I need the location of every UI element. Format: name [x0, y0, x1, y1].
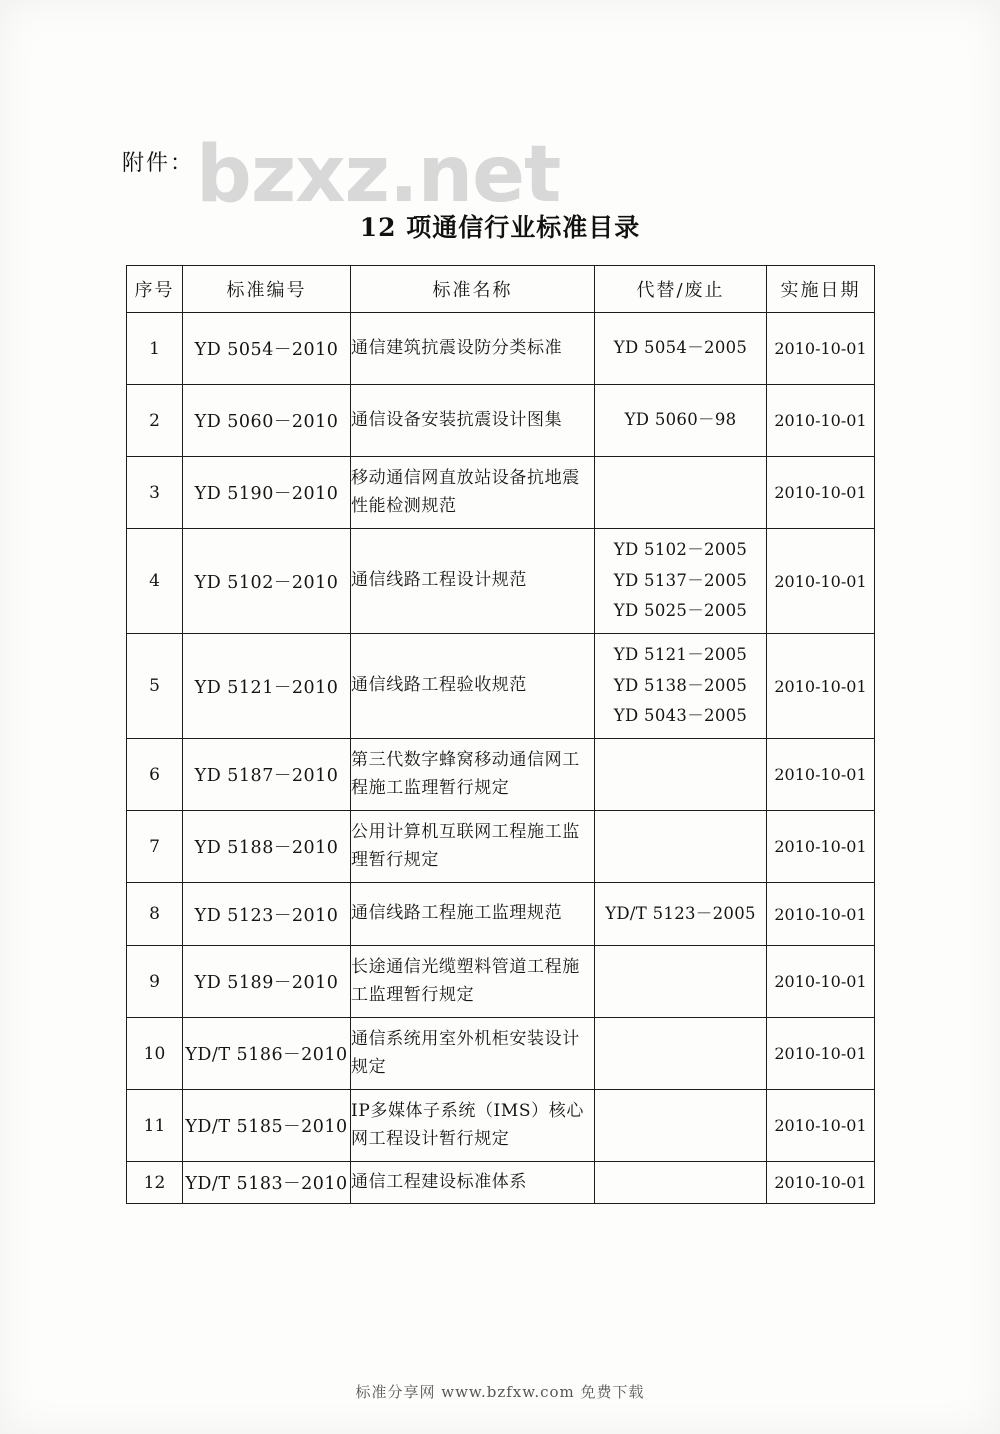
- replaced-standard-entry: YD 5121－2005: [613, 645, 748, 665]
- replaced-standard-entry: YD 5137－2005: [613, 570, 748, 590]
- cell-effective-date: 2010-10-01: [767, 1018, 875, 1090]
- cell-effective-date: 2010-10-01: [767, 313, 875, 385]
- replaced-standard-entry: YD 5043－2005: [613, 706, 748, 726]
- replaced-standard-entry: YD/T 5123－2005: [605, 903, 756, 923]
- column-header-name: 标准名称: [351, 266, 595, 313]
- cell-standard-code: YD/T 5183－2010: [183, 1162, 351, 1204]
- cell-standard-code: YD 5060－2010: [183, 385, 351, 457]
- cell-standard-name: 通信工程建设标准体系: [351, 1162, 595, 1204]
- standards-table-wrapper: [126, 265, 874, 1204]
- table-row: [127, 1090, 875, 1162]
- table-row: [127, 739, 875, 811]
- column-header-replace: 代替/废止: [595, 266, 767, 313]
- standards-table-body: [127, 313, 875, 1204]
- cell-replaced-standards: [595, 529, 767, 634]
- table-row: [127, 1162, 875, 1204]
- table-row: [127, 634, 875, 739]
- cell-standard-code: YD 5121－2010: [183, 634, 351, 739]
- cell-no: 7: [127, 811, 183, 883]
- cell-no: 3: [127, 457, 183, 529]
- replaced-standard-entry: YD 5054－2005: [613, 338, 748, 358]
- table-row: [127, 1018, 875, 1090]
- cell-replaced-standards: [595, 946, 767, 1018]
- table-row: [127, 946, 875, 1018]
- cell-standard-name: 通信建筑抗震设防分类标准: [351, 313, 595, 385]
- attachment-label: 附件：: [122, 151, 195, 176]
- cell-no: 9: [127, 946, 183, 1018]
- cell-no: 12: [127, 1162, 183, 1204]
- cell-standard-code: YD 5190－2010: [183, 457, 351, 529]
- table-row: [127, 811, 875, 883]
- cell-effective-date: 2010-10-01: [767, 634, 875, 739]
- cell-standard-name: 通信设备安装抗震设计图集: [351, 385, 595, 457]
- cell-no: 4: [127, 529, 183, 634]
- cell-standard-code: YD 5123－2010: [183, 883, 351, 946]
- cell-standard-name: 移动通信网直放站设备抗地震性能检测规范: [351, 457, 595, 529]
- cell-no: 6: [127, 739, 183, 811]
- cell-no: 1: [127, 313, 183, 385]
- cell-standard-name: 长途通信光缆塑料管道工程施工监理暂行规定: [351, 946, 595, 1018]
- cell-standard-code: YD/T 5185－2010: [183, 1090, 351, 1162]
- cell-standard-name: 公用计算机互联网工程施工监理暂行规定: [351, 811, 595, 883]
- cell-no: 11: [127, 1090, 183, 1162]
- cell-effective-date: 2010-10-01: [767, 385, 875, 457]
- cell-replaced-standards: [595, 1018, 767, 1090]
- cell-replaced-standards: [595, 457, 767, 529]
- cell-effective-date: 2010-10-01: [767, 1162, 875, 1204]
- cell-standard-code: YD 5054－2010: [183, 313, 351, 385]
- cell-standard-name: 通信系统用室外机柜安装设计规定: [351, 1018, 595, 1090]
- cell-replaced-standards: [595, 385, 767, 457]
- cell-no: 10: [127, 1018, 183, 1090]
- cell-effective-date: 2010-10-01: [767, 529, 875, 634]
- cell-standard-code: YD 5189－2010: [183, 946, 351, 1018]
- cell-standard-code: YD/T 5186－2010: [183, 1018, 351, 1090]
- cell-effective-date: 2010-10-01: [767, 946, 875, 1018]
- standards-table: [126, 265, 875, 1204]
- cell-replaced-standards: [595, 739, 767, 811]
- cell-no: 2: [127, 385, 183, 457]
- cell-no: 8: [127, 883, 183, 946]
- table-row: [127, 529, 875, 634]
- cell-replaced-standards: [595, 313, 767, 385]
- column-header-date: 实施日期: [767, 266, 875, 313]
- table-header-row: [127, 266, 875, 313]
- cell-replaced-standards: [595, 1090, 767, 1162]
- cell-effective-date: 2010-10-01: [767, 739, 875, 811]
- table-row: [127, 457, 875, 529]
- replaced-standard-entry: YD 5025－2005: [613, 601, 748, 621]
- cell-standard-name: 第三代数字蜂窝移动通信网工程施工监理暂行规定: [351, 739, 595, 811]
- cell-replaced-standards: [595, 1162, 767, 1204]
- replaced-standard-entry: YD 5138－2005: [613, 675, 748, 695]
- watermark-text: bzxz.net: [196, 130, 561, 220]
- cell-standard-name: IP多媒体子系统（IMS）核心网工程设计暂行规定: [351, 1090, 595, 1162]
- cell-effective-date: 2010-10-01: [767, 811, 875, 883]
- cell-replaced-standards: [595, 811, 767, 883]
- table-row: [127, 883, 875, 946]
- page-footer: 标准分享网 www.bzfxw.com 免费下载: [355, 1383, 645, 1401]
- table-row: [127, 313, 875, 385]
- cell-standard-code: YD 5187－2010: [183, 739, 351, 811]
- replaced-standard-entry: YD 5060－98: [624, 410, 737, 430]
- cell-standard-name: 通信线路工程施工监理规范: [351, 883, 595, 946]
- cell-standard-name: 通信线路工程设计规范: [351, 529, 595, 634]
- cell-standard-code: YD 5102－2010: [183, 529, 351, 634]
- cell-effective-date: 2010-10-01: [767, 457, 875, 529]
- column-header-code: 标准编号: [183, 266, 351, 313]
- cell-effective-date: 2010-10-01: [767, 883, 875, 946]
- cell-effective-date: 2010-10-01: [767, 1090, 875, 1162]
- replaced-standard-entry: YD 5102－2005: [613, 540, 748, 560]
- cell-replaced-standards: [595, 883, 767, 946]
- cell-replaced-standards: [595, 634, 767, 739]
- cell-no: 5: [127, 634, 183, 739]
- cell-standard-code: YD 5188－2010: [183, 811, 351, 883]
- page-title: 12 项通信行业标准目录: [359, 213, 641, 242]
- table-row: [127, 385, 875, 457]
- column-header-no: 序号: [127, 266, 183, 313]
- cell-standard-name: 通信线路工程验收规范: [351, 634, 595, 739]
